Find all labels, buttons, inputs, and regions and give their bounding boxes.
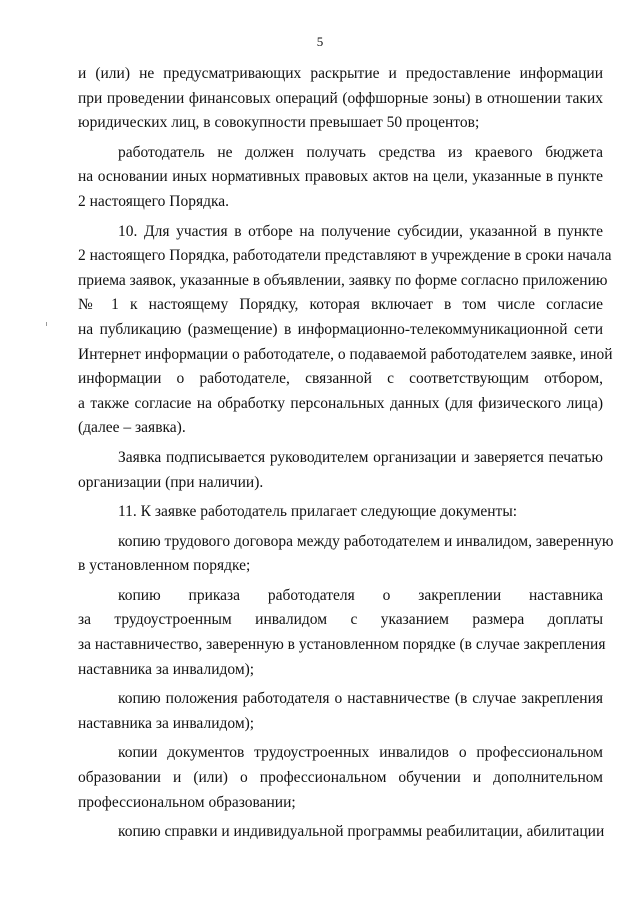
text-line: 11. К заявке работодатель прилагает следующие документы: (118, 503, 518, 521)
text-line: копию приказа работодателя о закреплении наставника (118, 586, 603, 604)
text-line: профессиональном образовании; (78, 793, 296, 811)
text-line: наставника за инвалидом); (78, 660, 255, 678)
text-line: № 1 к настоящему Порядку, которая включает в том числе согласие (78, 296, 603, 314)
text-line: копии документов трудоустроенных инвалидов о профессиональном (118, 744, 603, 762)
text-line: и (или) не предусматривающих раскрытие и предоставление информации (78, 65, 603, 82)
page-number: 5 (316, 34, 324, 49)
margin-mark (46, 322, 47, 326)
text-line: а также согласие на обработку персональных данных (для физического лица) (78, 394, 603, 412)
text-line: за трудоустроенным инвалидом с указанием размера доплаты (78, 611, 603, 629)
text-line: при проведении финансовых операций (оффшорные зоны) в отношении таких (78, 89, 603, 107)
text-line: за наставничество, заверенную в установленном порядке (в случае закрепления (78, 636, 606, 654)
paragraph-10-application (78, 220, 613, 441)
paragraph-signature (78, 446, 603, 495)
text-line: наставника за инвалидом); (78, 714, 255, 732)
text-line: (далее – заявка). (78, 419, 186, 437)
paragraph-offshore-continuation (78, 62, 603, 136)
text-line: юридических лиц, в совокупности превышает 50 процентов; (78, 114, 480, 132)
list-item-mentorship-regulation (78, 687, 603, 736)
text-line: 2 настоящего Порядка. (78, 192, 230, 210)
paragraph-11-documents (78, 500, 603, 525)
text-line: организации (при наличии). (78, 473, 264, 491)
list-item-rehabilitation-certificate (78, 820, 603, 845)
text-line: на основании иных нормативных правовых актов на цели, указанные в пункте (78, 168, 603, 186)
list-item-education-documents (78, 741, 603, 815)
text-line: в установленном порядке; (78, 557, 251, 575)
text-line: информации о работодателе, связанной с соответствующим отбором, (78, 370, 603, 388)
text-line: копию трудового договора между работодателем и инвалидом, заверенную (118, 532, 614, 550)
text-line: образовании и (или) о профессиональном обучении и дополнительном (78, 769, 603, 787)
paragraph-budget-funds (78, 141, 603, 215)
list-item-mentor-order (78, 584, 606, 682)
text-line: Интернет информации о работодателе, о подаваемой работодателем заявке, иной (78, 345, 613, 363)
text-line: копию положения работодателя о наставничестве (в случае закрепления (118, 690, 603, 708)
list-item-employment-contract (78, 530, 614, 579)
text-line: 2 настоящего Порядка, работодатели представляют в учреждение в сроки начала (78, 247, 612, 265)
text-line: на публикацию (размещение) в информационно-телекоммуникационной сети (78, 320, 603, 338)
text-line: 10. Для участия в отборе на получение субсидии, указанной в пункте (118, 222, 603, 240)
text-line: копию справки и индивидуальной программы реабилитации, абилитации (118, 823, 605, 841)
document-body (78, 62, 614, 845)
text-line: работодатель не должен получать средства из краевого бюджета (118, 143, 603, 161)
text-line: Заявка подписывается руководителем организации и заверяется печатью (118, 448, 603, 466)
text-line: приема заявок, указанные в объявлении, заявку по форме согласно приложению (78, 271, 608, 289)
